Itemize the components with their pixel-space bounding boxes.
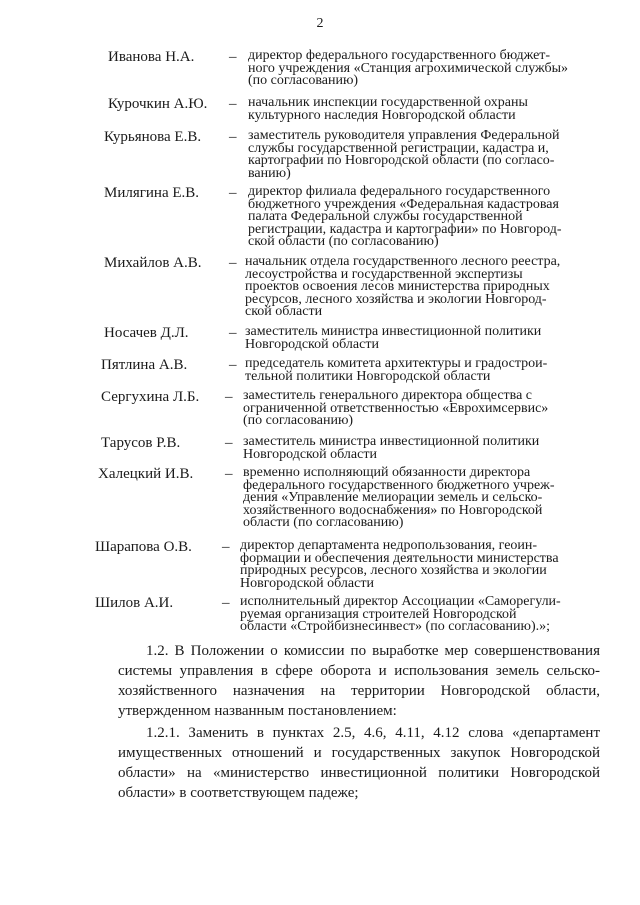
member-name: Пятлина А.В. <box>101 357 188 373</box>
member-dash: – <box>222 539 230 555</box>
member-name: Сергухина Л.Б. <box>101 389 200 405</box>
member-position-line: исполнительный директор Ассоциации «Саморегули- <box>240 594 561 609</box>
member-position-line: ванию) <box>248 165 291 181</box>
member-dash: – <box>225 435 233 451</box>
member-name: Иванова Н.А. <box>108 49 195 65</box>
member-name: Шилов А.И. <box>95 595 174 611</box>
member-position-line: бюджетного учреждения «Федеральная кадастровая <box>248 196 559 212</box>
member-position-line: временно исполняющий обязанности директора <box>243 465 531 480</box>
member-position <box>248 97 608 122</box>
member-position-line: руемая организация строителей Новгородской <box>240 606 517 622</box>
member-dash: – <box>229 325 237 341</box>
member-position <box>240 596 600 634</box>
member-position <box>243 436 603 461</box>
member-position-line: ограниченной ответственностью «Еврохимсервис» <box>243 400 549 416</box>
member-dash: – <box>225 389 233 405</box>
member-position-line: культурного наследия Новгородской области <box>248 107 516 123</box>
member-position-line: области «Стройбизнесинвест» (по согласованию).»; <box>240 619 551 635</box>
member-position-line: заместитель министра инвестиционной политики <box>243 434 540 449</box>
member-position-line: лесоустройства и государственной экспертизы <box>245 266 523 282</box>
member-position <box>240 540 600 590</box>
member-name: Носачев Д.Л. <box>104 325 189 341</box>
member-position <box>245 326 605 351</box>
member-position-line: ской области <box>245 304 323 320</box>
member-position-line: федерального государственного бюджетного учреж- <box>243 477 555 493</box>
member-position-line: проектов освоения лесов министерства природных <box>245 279 550 295</box>
member-position-line: ресурсов, лесного хозяйства и экологии Новгород- <box>245 291 547 307</box>
member-position <box>248 50 608 88</box>
member-position-line: формации и обеспечения деятельности министерства <box>240 550 559 566</box>
member-position-line: директор федерального государственного бюджет- <box>248 48 551 63</box>
member-name: Курочкин А.Ю. <box>108 96 208 112</box>
member-position <box>248 186 608 249</box>
member-dash: – <box>229 185 237 201</box>
member-position-line: дения «Управление мелиорации земель и сельско- <box>243 490 543 506</box>
member-position-line: начальник отдела государственного лесного реестра, <box>245 254 561 269</box>
member-position-line: области (по согласованию) <box>243 515 404 531</box>
body-text <box>118 641 600 803</box>
member-position-line: (по согласованию) <box>243 413 354 429</box>
member-position-line: Новгородской области <box>243 446 377 462</box>
member-name: Милягина Е.В. <box>104 185 200 201</box>
member-dash: – <box>225 466 233 482</box>
member-dash: – <box>222 595 230 611</box>
member-name: Тарусов Р.В. <box>101 435 181 451</box>
member-position-line: директор филиала федерального государственного <box>248 184 551 199</box>
member-name: Халецкий И.В. <box>98 466 194 482</box>
member-dash: – <box>229 357 237 373</box>
member-position-line: директор департамента недропользования, геоин- <box>240 538 538 553</box>
member-position-line: Новгородской области <box>240 575 374 591</box>
member-position-line: ного учреждения «Станция агрохимической службы» <box>248 60 569 76</box>
member-position-line: заместитель генерального директора общества с <box>243 388 533 403</box>
member-position-line: Новгородской области <box>245 336 379 352</box>
member-dash: – <box>229 129 237 145</box>
member-position-line: заместитель руководителя управления Федеральной <box>248 128 560 143</box>
member-position-line: регистрации, кадастра и картографии» по Новгород- <box>248 221 562 237</box>
member-position-line: службы государственной регистрации, кадастра и, <box>248 140 549 156</box>
member-position-line: хозяйственного водоснабжения» по Новгородской <box>243 502 543 518</box>
member-dash: – <box>229 255 237 271</box>
paragraph: 1.2. В Положении о комиссии по выработке мер совершенствования системы управления в сфере оборота и использования земель сельско-хозяйственного назначения на территории Новгородской области, утвержденном названным постановлением: <box>118 643 600 719</box>
member-position-line: палата Федеральной службы государственной <box>248 209 523 225</box>
member-position-line: картографии по Новгородской области (по согласо- <box>248 153 555 169</box>
member-position-line: природных ресурсов, лесного хозяйства и экологии <box>240 563 547 579</box>
member-position <box>245 256 605 319</box>
member-position <box>248 130 608 180</box>
member-position-line: председатель комитета архитектуры и градострои- <box>245 356 548 371</box>
member-position-line: заместитель министра инвестиционной политики <box>245 324 542 339</box>
member-position-line: начальник инспекции государственной охраны <box>248 95 528 110</box>
member-position-line: ской области (по согласованию) <box>248 234 439 250</box>
member-position <box>243 467 603 530</box>
member-position <box>243 390 603 428</box>
member-position-line: (по согласованию) <box>248 73 359 89</box>
paragraph: 1.2.1. Заменить в пунктах 2.5, 4.6, 4.11, 4.12 слова «департамент имущественных отношений и государственных закупок Новгородской области» на «министерство инвестиционной политики Новгородской области» в соответствующем падеже; <box>118 725 600 801</box>
member-dash: – <box>229 96 237 112</box>
page-number: 2 <box>316 16 324 31</box>
member-name: Михайлов А.В. <box>104 255 202 271</box>
member-position-line: тельной политики Новгородской области <box>245 368 491 384</box>
member-position <box>245 358 605 383</box>
member-dash: – <box>229 49 237 65</box>
member-name: Курьянова Е.В. <box>104 129 202 145</box>
member-name: Шарапова О.В. <box>95 539 192 555</box>
